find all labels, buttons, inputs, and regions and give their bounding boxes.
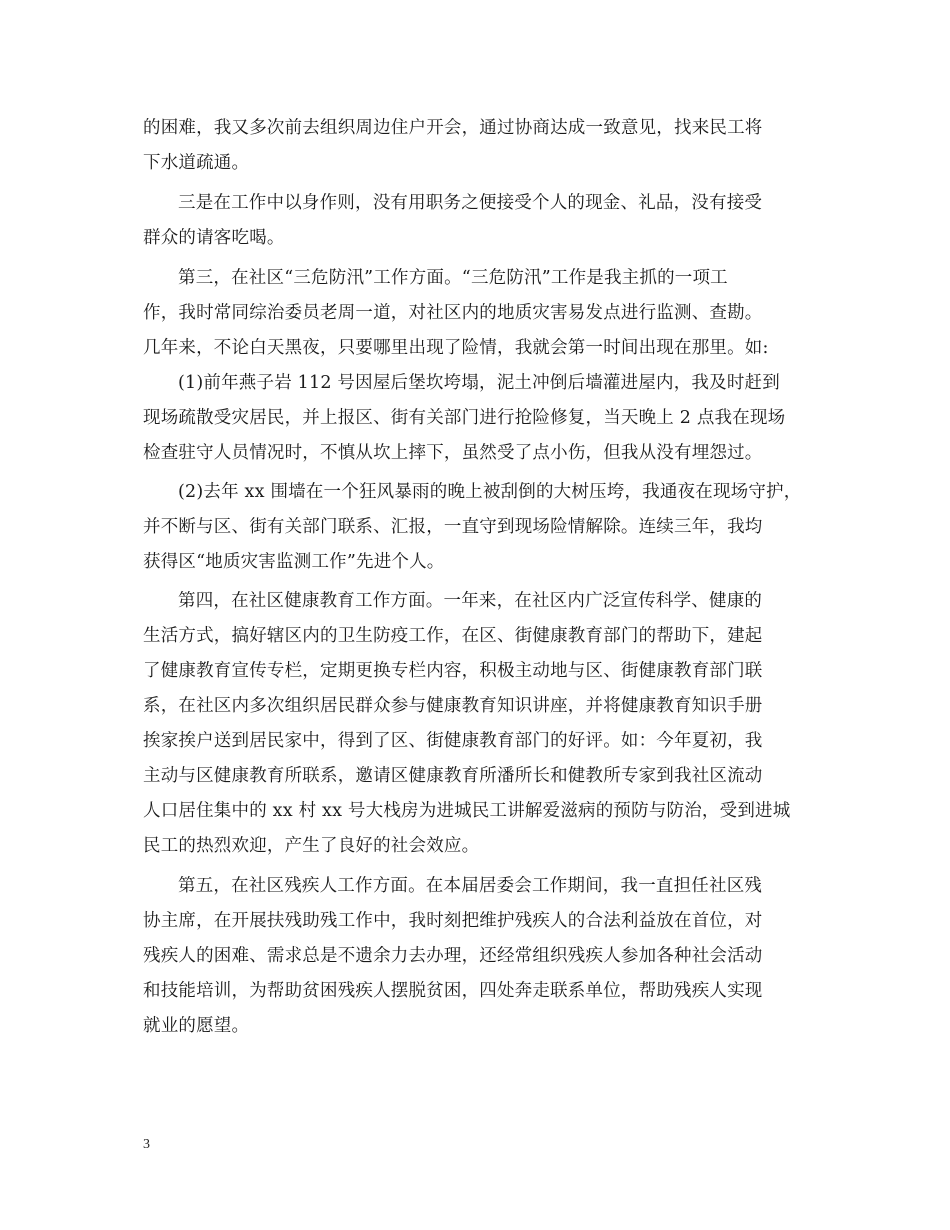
text-line: 的困难，我又多次前去组织周边住户开会，通过协商达成一致意见，找来民工将 [143,118,763,138]
text-line: 作，我时常同综治委员老周一道，对社区内的地质灾害易发点进行监测、查勘。 [143,303,763,323]
text-line: 和技能培训，为帮助贫困残疾人摆脱贫困，四处奔走联系单位，帮助残疾人实现 [143,981,763,1001]
text-line: (2)去年 xx 围墙在一个狂风暴雨的晚上被刮倒的大树压垮，我通夜在现场守护， [178,482,802,502]
text-line: (1)前年燕子岩 112 号因屋后堡坎垮塌，泥土冲倒后墙灌进屋内，我及时赶到 [178,373,780,393]
text-line: 了健康教育宣传专栏，定期更换专栏内容，积极主动地与区、街健康教育部门联 [143,661,763,681]
text-line: 群众的请客吃喝。 [143,228,285,248]
text-line: 第四，在社区健康教育工作方面。一年来，在社区内广泛宣传科学、健康的 [178,591,763,611]
text-line: 获得区“地质灾害监测工作”先进个人。 [143,552,445,572]
text-line: 民工的热烈欢迎，产生了良好的社会效应。 [143,836,480,856]
text-line: 就业的愿望。 [143,1016,250,1036]
text-line: 几年来，不论白天黑夜，只要哪里出现了险情，我就会第一时间出现在那里。如: [143,338,769,358]
text-line: 生活方式，搞好辖区内的卫生防疫工作，在区、街健康教育部门的帮助下，建起 [143,626,763,646]
text-line: 第三，在社区“三危防汛”工作方面。“三危防汛”工作是我主抓的一项工 [178,268,728,288]
text-line: 人口居住集中的 xx 村 xx 号大栈房为进城民工讲解爱滋病的预防与防治，受到进城 [143,801,791,821]
text-line: 并不断与区、街有关部门联系、汇报，一直守到现场险情解除。连续三年，我均 [143,517,763,537]
page-number: 3 [143,1137,150,1152]
text-line: 残疾人的困难、需求总是不遗余力去办理，还经常组织残疾人参加各种社会活动 [143,946,763,966]
text-line: 三是在工作中以身作则，没有用职务之便接受个人的现金、礼品，没有接受 [178,193,763,213]
text-line: 主动与区健康教育所联系，邀请区健康教育所潘所长和健教所专家到我社区流动 [143,766,763,786]
text-line: 协主席，在开展扶残助残工作中，我时刻把维护残疾人的合法利益放在首位，对 [143,911,763,931]
text-line: 现场疏散受灾居民，并上报区、街有关部门进行抢险修复，当天晚上 2 点我在现场 [143,408,786,428]
text-line: 挨家挨户送到居民家中，得到了区、街健康教育部门的好评。如：今年夏初，我 [143,731,763,751]
text-line: 下水道疏通。 [143,153,250,173]
text-line: 系，在社区内多次组织居民群众参与健康教育知识讲座，并将健康教育知识手册 [143,696,763,716]
text-line: 检查驻守人员情况时，不慎从坎上摔下，虽然受了点小伤，但我从没有埋怨过。 [143,443,763,463]
text-line: 第五，在社区残疾人工作方面。在本届居委会工作期间，我一直担任社区残 [178,876,763,896]
